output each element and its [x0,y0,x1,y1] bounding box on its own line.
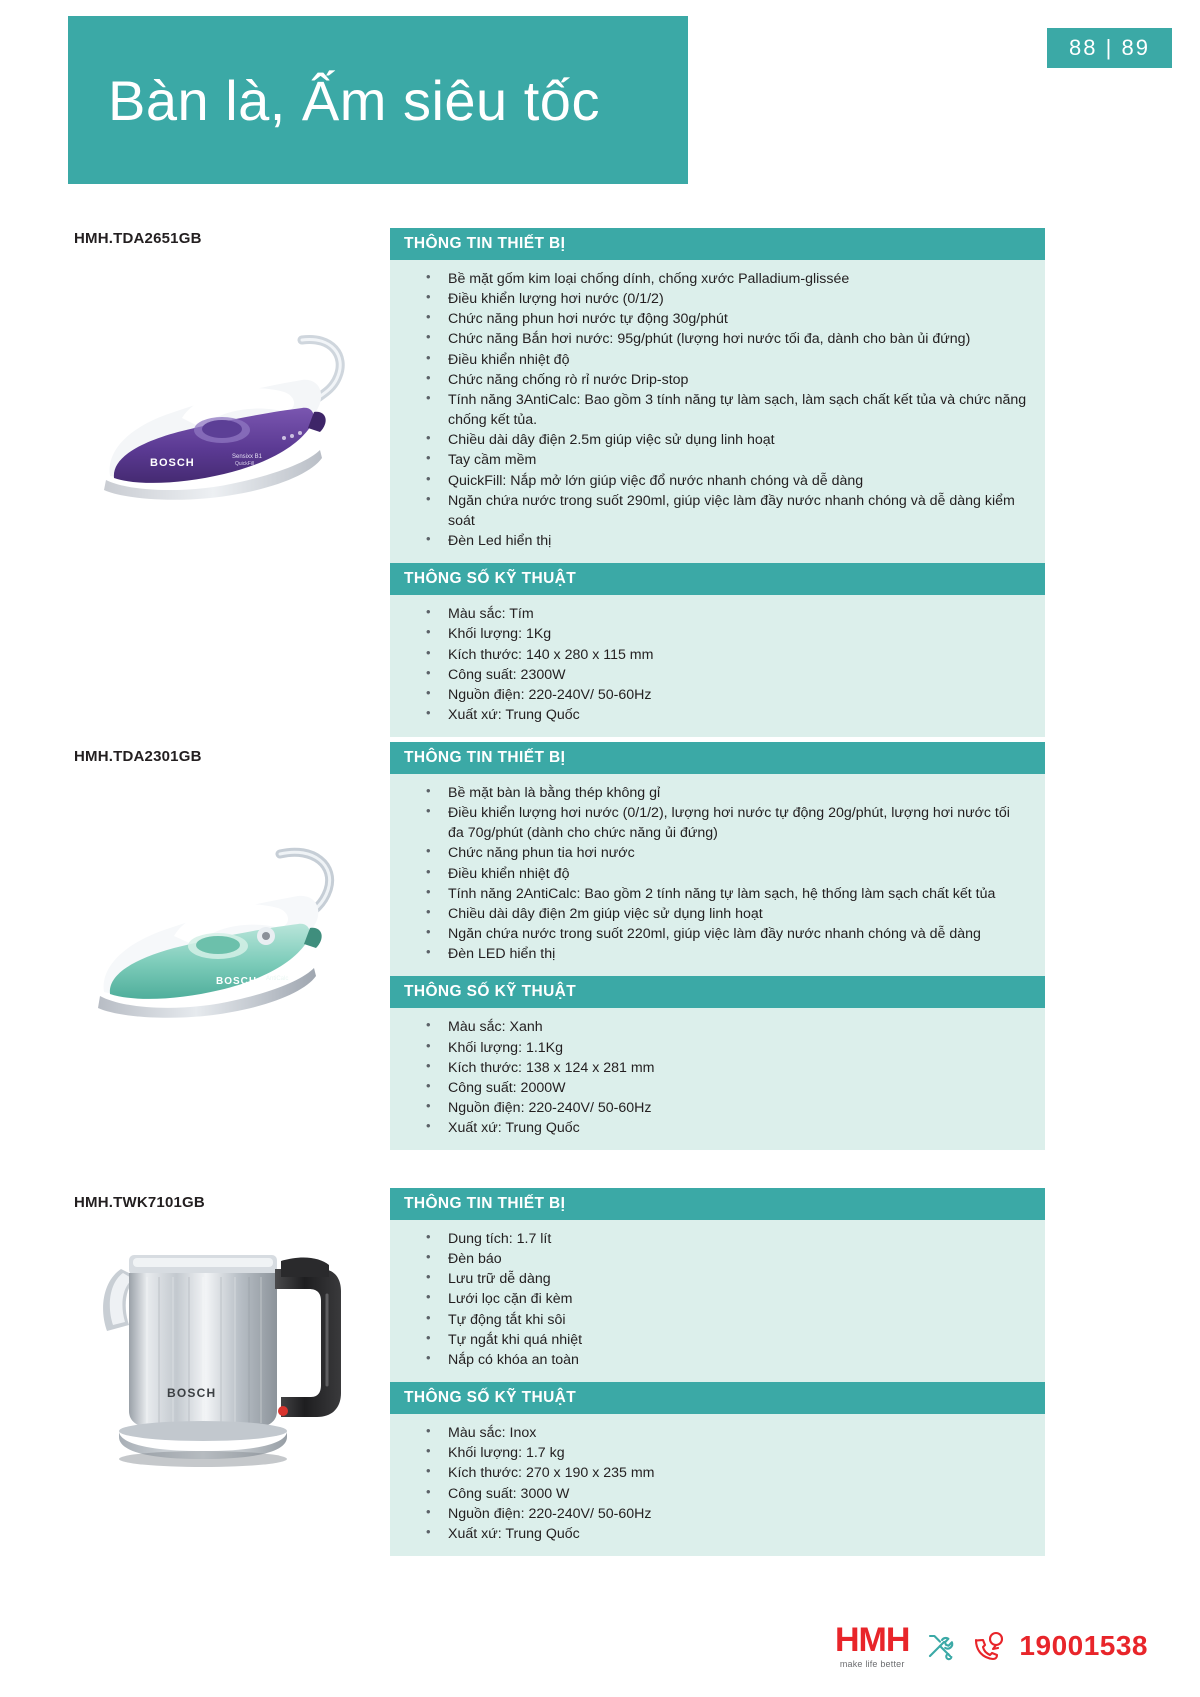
list-item: • Khối lượng: 1.1Kg [404,1038,1029,1058]
list-item: • Dung tích: 1.7 lít [404,1229,1029,1249]
technical-specs-header: THÔNG SỐ KỸ THUẬT [390,1382,1045,1414]
list-item: • Tính năng 2AntiCalc: Bao gồm 2 tính năng tự làm sạch, hệ thống làm sạch chất kết tủa [404,884,1029,904]
device-info-header: THÔNG TIN THIẾT BỊ [390,228,1045,260]
svg-text:BOSCH: BOSCH [216,976,258,987]
list-item: • Kích thước: 140 x 280 x 115 mm [404,645,1029,665]
list-item: • Công suất: 3000 W [404,1484,1029,1504]
spec-panel-2 [390,742,1045,1150]
list-item: • Chức năng chống rò rỉ nước Drip-stop [404,370,1029,390]
list-item: • Tự động tắt khi sôi [404,1310,1029,1330]
svg-text:BOSCH: BOSCH [150,457,195,469]
list-item: • Đèn Led hiển thị [404,531,1029,551]
list-item: • Xuất xứ: Trung Quốc [404,705,1029,725]
list-item: • Công suất: 2300W [404,665,1029,685]
list-item: • Đèn báo [404,1249,1029,1269]
list-item: • QuickFill: Nắp mở lớn giúp việc đổ nước nhanh chóng và dễ dàng [404,471,1029,491]
list-item: • Lưu trữ dễ dàng [404,1269,1029,1289]
list-item: • Điều khiển lượng hơi nước (0/1/2) [404,289,1029,309]
list-item: • Điều khiển nhiệt độ [404,350,1029,370]
list-item: • Chức năng Bắn hơi nước: 95g/phút (lượng hơi nước tối đa, dành cho bàn ủi đứng) [404,329,1029,349]
product-image-green-iron [70,820,370,1030]
list-item: • Tự ngắt khi quá nhiệt [404,1330,1029,1350]
device-info-body [390,774,1045,976]
product-code: HMH.TDA2651GB [74,230,202,247]
iron-illustration [70,300,370,510]
device-info-body [390,260,1045,563]
product-code: HMH.TWK7101GB [74,1194,205,1211]
device-info-header: THÔNG TIN THIẾT BỊ [390,1188,1045,1220]
list-item: • Đèn LED hiển thị [404,944,1029,964]
technical-specs-list [404,604,1029,725]
svg-text:Sensixx B1: Sensixx B1 [232,454,263,460]
technical-specs-body [390,595,1045,737]
page-number-badge: 88 | 89 [1047,28,1172,68]
technical-specs-header: THÔNG SỐ KỸ THUẬT [390,976,1045,1008]
list-item: • Khối lượng: 1Kg [404,624,1029,644]
list-item: • Kích thước: 138 x 124 x 281 mm [404,1058,1029,1078]
list-item: • Tay cầm mềm [404,450,1029,470]
device-info-list [404,783,1029,964]
list-item: • Nguồn điện: 220-240V/ 50-60Hz [404,685,1029,705]
svg-text:BOSCH: BOSCH [167,1386,217,1400]
technical-specs-body [390,1414,1045,1556]
list-item: • Điều khiển lượng hơi nước (0/1/2), lượng hơi nước tự động 20g/phút, lượng hơi nước tối đa 70g/phút (dành cho chức năng ủi đứng) [404,803,1029,843]
list-item: • Kích thước: 270 x 190 x 235 mm [404,1463,1029,1483]
spec-panel-1 [390,228,1045,737]
technical-specs-list [404,1423,1029,1544]
list-item: • Ngăn chứa nước trong suốt 290ml, giúp việc làm đầy nước nhanh chóng và dễ dàng kiểm soát [404,491,1029,531]
list-item: • Chức năng phun hơi nước tự động 30g/phút [404,309,1029,329]
list-item: • Chiều dài dây điện 2m giúp việc sử dụng linh hoạt [404,904,1029,924]
technical-specs-body [390,1008,1045,1150]
device-info-body [390,1220,1045,1382]
list-item: • Lưới lọc cặn đi kèm [404,1289,1029,1309]
device-info-list [404,269,1029,551]
list-item: • Nắp có khóa an toàn [404,1350,1029,1370]
product-code: HMH.TDA2301GB [74,748,202,765]
list-item: • Bề mặt gốm kim loại chống dính, chống xước Palladium-glissée [404,269,1029,289]
list-item: • Xuất xứ: Trung Quốc [404,1524,1029,1544]
product-image-purple-iron [70,300,370,510]
hmh-logo-tagline: make life better [839,1659,905,1669]
spec-panel-3 [390,1188,1045,1556]
svg-text:AntiCalc: AntiCalc [266,976,289,982]
list-item: • Nguồn điện: 220-240V/ 50-60Hz [404,1098,1029,1118]
list-item: • Ngăn chứa nước trong suốt 220ml, giúp việc làm đầy nước nhanh chóng và dễ dàng [404,924,1029,944]
page-footer [0,1617,1200,1675]
hmh-logo [835,1623,909,1669]
technical-specs-list [404,1017,1029,1138]
hotline-number: 19001538 [1019,1630,1148,1661]
list-item: • Tính năng 3AntiCalc: Bao gồm 3 tính năng tự làm sạch, làm sạch chất kết tủa và chức năng chống kết tủa. [404,390,1029,430]
list-item: • Chiều dài dây điện 2.5m giúp việc sử dụng linh hoạt [404,430,1029,450]
hmh-logo-mark: HMH [834,1621,910,1659]
tools-icon [923,1629,957,1663]
list-item: • Nguồn điện: 220-240V/ 50-60Hz [404,1504,1029,1524]
page-title: Bàn là, Ấm siêu tốc [108,69,600,132]
list-item: • Công suất: 2000W [404,1078,1029,1098]
phone-support-icon [971,1629,1005,1663]
list-item: • Bề mặt bàn là bằng thép không gỉ [404,783,1029,803]
list-item: • Màu sắc: Tím [404,604,1029,624]
list-item: • Chức năng phun tia hơi nước [404,843,1029,863]
list-item: • Màu sắc: Xanh [404,1017,1029,1037]
device-info-list [404,1229,1029,1370]
svg-text:QuickFill: QuickFill [235,461,255,467]
product-image-kettle [85,1225,375,1475]
list-item: • Điều khiển nhiệt độ [404,864,1029,884]
list-item: • Khối lượng: 1.7 kg [404,1443,1029,1463]
list-item: • Màu sắc: Inox [404,1423,1029,1443]
device-info-header: THÔNG TIN THIẾT BỊ [390,742,1045,774]
iron-illustration [70,820,370,1030]
kettle-illustration [85,1225,375,1475]
technical-specs-header: THÔNG SỐ KỸ THUẬT [390,563,1045,595]
list-item: • Xuất xứ: Trung Quốc [404,1118,1029,1138]
